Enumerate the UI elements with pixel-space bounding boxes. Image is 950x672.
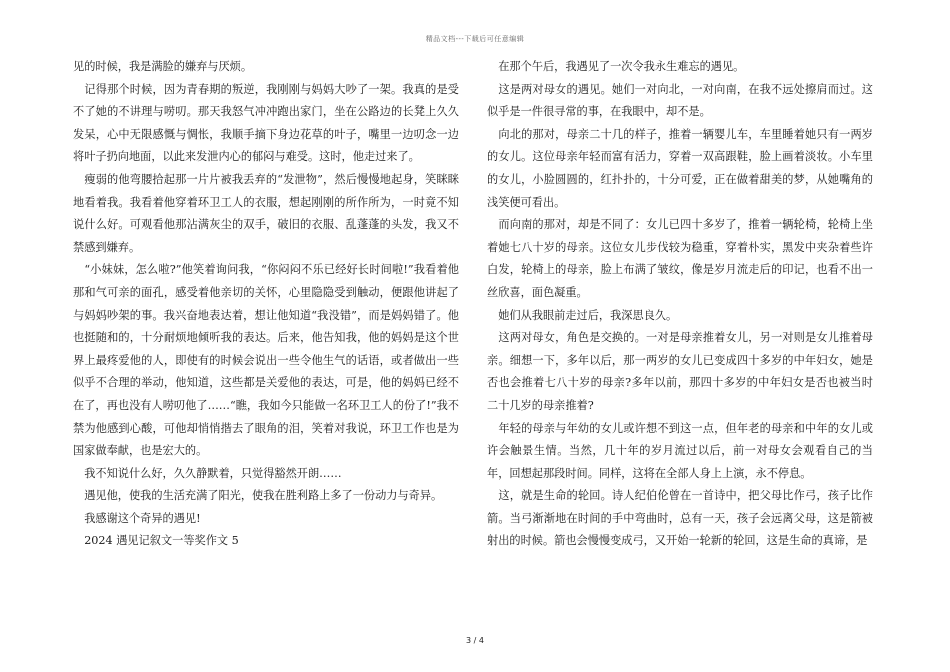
paragraph: 我感谢这个奇异的遇见! xyxy=(73,511,201,525)
paragraph: 向北的那对，母亲二十几的样子，推着一辆婴儿车，车里睡着她只有一两岁的女儿。这位母亲年轻而富有活力，穿着一双高跟鞋，脸上画着淡妆。小车里的女儿，小脸圆圆的，红扑扑的，十分可爱，正在做着甜美的梦，从她嘴角的浅笑便可看出。 xyxy=(487,127,873,209)
paragraph: 这是两对母女的遇见。她们一对向北，一对向南，在我不远处擦肩而过。这似乎是一件很寻常的事，在我眼中，却不是。 xyxy=(487,82,873,119)
paragraph: 在那个午后，我遇见了一次令我永生难忘的遇见。 xyxy=(487,60,745,73)
paragraph: 瘦弱的他弯腰拾起那一片片被我丢弃的“发泄物”，然后慢慢地起身，笑眯眯地看着我。我看着他穿着环卫工人的衣服，想起刚刚的所作所为，一时竟不知说什么好。可观看他那沾满灰尘的双手，破旧的衣服、乱蓬蓬的头发，我又不禁感到嫌弃。 xyxy=(73,172,459,254)
paragraph: 这，就是生命的轮回。诗人纪伯伦曾在一首诗中，把父母比作弓，孩子比作箭。当弓渐渐地在时间的手中弯曲时，总有一天，孩子会远离父母，这是箭被射出的时候。箭也会慢慢变成弓，又开始一轮新的轮回，这是生命的真谛，是 xyxy=(487,489,873,548)
left-column xyxy=(73,56,459,553)
paragraph: “小妹妹，怎么啦?”他笑着询问我，“你闷闷不乐已经好长时间啦!”我看着他那和气可亲的面孔，感受着他亲切的关怀，心里隐隐受到触动，便跟他讲起了与妈妈吵架的事。我兴奋地表达着，想让他知道“我没错”，而是妈妈错了。他也挺随和的，十分耐烦地倾听我的表达。后来，他告知我，他的妈妈是这个世界上最疼爱他的人，即使有的时候会说出一些令他生气的话语，或者做出一些似乎不合理的举动，他知道，这些都是关爱他的表达，可是，他的妈妈已经不在了，再也没有人唠叨他了……“瞧，我如今只能做一名环卫工人的份了!”我不禁为他感到心酸，可他却悄悄揩去了眼角的泪，笑着对我说，环卫工作也是为国家做奉献，也是宏大的。 xyxy=(73,263,459,458)
paragraph: 我不知说什么好，久久静默着，只觉得豁然开朗…… xyxy=(73,466,342,480)
paragraph: 见的时候，我是满脸的嫌弃与厌烦。 xyxy=(73,60,253,73)
paragraph: 她们从我眼前走过后，我深思良久。 xyxy=(487,308,678,322)
paragraph: 而向南的那对，却是不同了：女儿已四十多岁了，推着一辆轮椅，轮椅上坐着她七八十岁的母亲。这位女儿步伐较为稳重，穿着朴实，黑发中夹杂着些许白发，轮椅上的母亲，脸上布满了皱纹，像是岁月流走后的印记，也看不出一丝欣喜，面色凝重。 xyxy=(487,218,873,299)
paragraph: 记得那个时候，因为青春期的叛逆，我刚刚与妈妈大吵了一架。我真的是受不了她的不讲理与唠叨。那天我怒气冲冲跑出家门，坐在公路边的长凳上久久发呆，心中无限感慨与惆怅，我顺手摘下身边花草的叶子，嘴里一边叨念一边将叶子扔向地面，以此来发泄内心的郁闷与难受。这时，他走过来了。 xyxy=(73,82,459,164)
paragraph: 遇见他，使我的生活充满了阳光，使我在胜利路上多了一份动力与奇异。 xyxy=(73,489,443,503)
section-heading: 2024 遇见记叙文一等奖作文 5 xyxy=(73,534,239,548)
page-header: 精品文档---下载后可任意编辑 xyxy=(425,35,525,43)
paragraph: 年轻的母亲与年幼的女儿或许想不到这一点，但年老的母亲和中年的女儿或许会触景生情。当然，几十年的岁月流过以后，前一对母女会观看自己的当年，回想起那段时间。同样，这将在全部人身上上演，永不停息。 xyxy=(487,421,873,480)
right-column xyxy=(487,56,873,553)
paragraph: 这两对母女，角色是交换的。一对是母亲推着女儿，另一对则是女儿推着母亲。细想一下，多年以后，那一两岁的女儿已变成四十多岁的中年妇女，她是否也会推着七八十岁的母亲?多年以前，那四十多岁的中年妇女是否也被当时二十几岁的母亲推着? xyxy=(487,331,873,412)
page-number: 3 / 4 xyxy=(466,636,484,645)
